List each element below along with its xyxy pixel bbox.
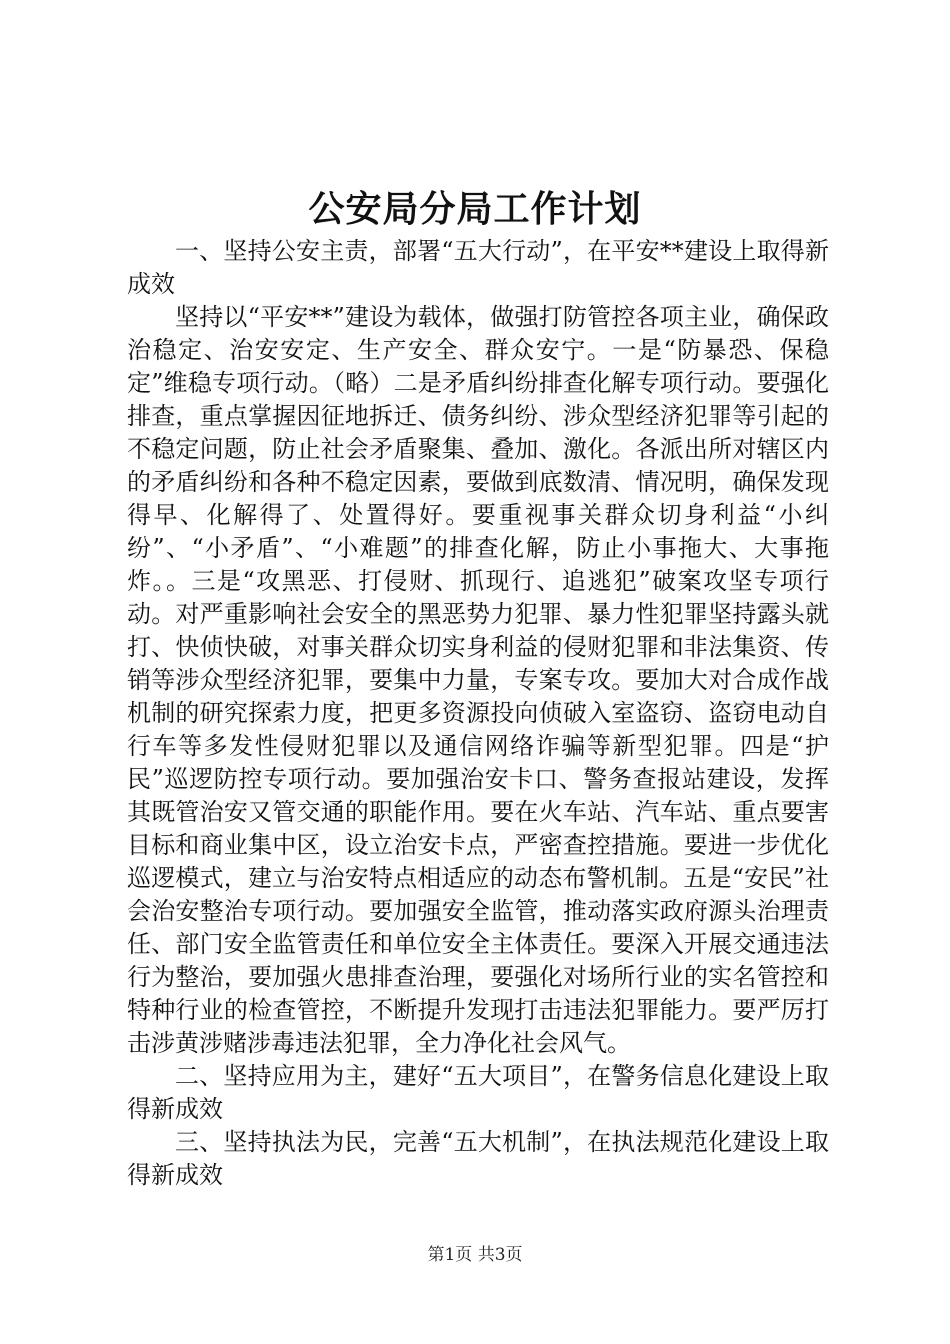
page-footer: 第1页 共3页 <box>427 1245 523 1265</box>
section-heading-3: 三、坚持执法为民，完善“五大机制”，在执法规范化建设上取得新成效 <box>127 1128 829 1189</box>
document-title: 公安局分局工作计划 <box>308 188 642 230</box>
section-heading-1: 一、坚持公安主责，部署“五大行动”，在平安**建设上取得新成效 <box>127 237 829 298</box>
document-body <box>127 235 829 1192</box>
section-heading-2: 二、坚持应用为主，建好“五大项目”，在警务信息化建设上取得新成效 <box>127 1062 829 1123</box>
body-paragraph: 坚持以“平安**”建设为载体，做强打防管控各项主业，确保政治稳定、治安安定、生产安全、群众安宁。一是“防暴恐、保稳定”维稳专项行动。（略）二是矛盾纠纷排查化解专项行动。要强化排查，重点掌握因征地拆迁、债务纠纷、涉众型经济犯罪等引起的不稳定问题，防止社会矛盾聚集、叠加、激化。各派出所对辖区内的矛盾纠纷和各种不稳定因素，要做到底数清、情况明，确保发现得早、化解得了、处置得好。要重视事关群众切身利益“小纠纷”、“小矛盾”、“小难题”的排查化解，防止小事拖大、大事拖炸。。三是“攻黑恶、打侵财、抓现行、追逃犯”破案攻坚专项行动。对严重影响社会安全的黑恶势力犯罪、暴力性犯罪坚持露头就打、快侦快破，对事关群众切实身利益的侵财犯罪和非法集资、传销等涉众型经济犯罪，要集中力量，专案专攻。要加大对合成作战机制的研究探索力度，把更多资源投向侦破入室盗窃、盗窃电动自行车等多发性侵财犯罪以及通信网络诈骗等新型犯罪。四是“护民”巡逻防控专项行动。要加强治安卡口、警务查报站建设，发挥其既管治安又管交通的职能作用。要在火车站、汽车站、重点要害目标和商业集中区，设立治安卡点，严密查控措施。要进一步优化巡逻模式，建立与治安特点相适应的动态布警机制。五是“安民”社会治安整治专项行动。要加强安全监管，推动落实政府源头治理责任、部门安全监管责任和单位安全主体责任。要深入开展交通违法行为整治，要加强火患排查治理，要强化对场所行业的实名管控和特种行业的检查管控，不断提升发现打击违法犯罪能力。要严厉打击涉黄涉赌涉毒违法犯罪，全力净化社会风气。 <box>127 303 829 1057</box>
